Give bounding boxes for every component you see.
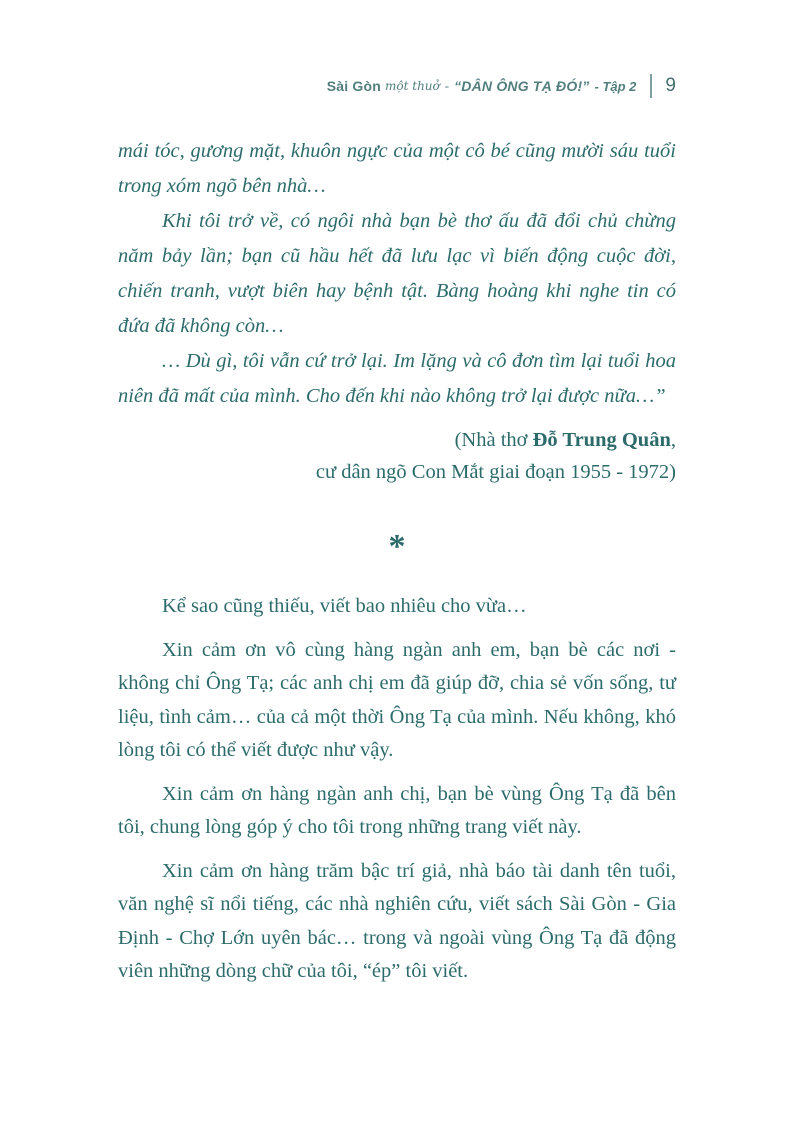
running-header bbox=[118, 0, 676, 98]
header-divider bbox=[650, 74, 652, 98]
body-paragraph: Xin cảm ơn vô cùng hàng ngàn anh em, bạn bè các nơi - không chỉ Ông Tạ; các anh chị em đã giúp đỡ, chia sẻ vốn sống, tư liệu, tình cảm… của cả một thời Ông Tạ của mình. Nếu không, khó lòng tôi có thể viết được như vậy. bbox=[118, 638, 676, 761]
body-paragraph: Xin cảm ơn hàng trăm bậc trí giả, nhà báo tài danh tên tuổi, văn nghệ sĩ nổi tiếng, các nhà nghiên cứu, viết sách Sài Gòn - Gia Định - Chợ Lớn uyên bác… trong và ngoài vùng Ông Tạ đã động viên những dòng chữ của tôi, “ép” tôi viết. bbox=[118, 859, 676, 982]
quote-paragraph: mái tóc, gương mặt, khuôn ngực của một cô bé cũng mười sáu tuổi trong xóm ngõ bên nhà… bbox=[118, 140, 676, 197]
running-head-series-title: “DÂN ÔNG TẠ ĐÓ!” bbox=[454, 78, 590, 94]
attribution-prefix: (Nhà thơ bbox=[454, 429, 533, 451]
page-number: 9 bbox=[665, 75, 676, 96]
body-paragraph: Kể sao cũng thiếu, viết bao nhiêu cho vừa… bbox=[162, 595, 527, 617]
running-head-volume: - Tập 2 bbox=[594, 78, 637, 94]
quote-section bbox=[118, 134, 676, 414]
attribution-suffix: , bbox=[670, 429, 676, 451]
attribution-line-1 bbox=[118, 424, 676, 456]
quote-paragraph: Khi tôi trở về, có ngôi nhà bạn bè thơ ấu đã đổi chủ chừng năm bảy lần; bạn cũ hầu hết đã lưu lạc vì biến động cuộc đời, chiến tranh, vượt biên hay bệnh tật. Bàng hoàng khi nghe tin có đứa đã không còn… bbox=[118, 210, 676, 337]
running-head-book-title: Sài Gòn bbox=[326, 78, 381, 94]
quote-attribution bbox=[118, 424, 676, 488]
quote-paragraph: … Dù gì, tôi vẫn cứ trở lại. Im lặng và cô đơn tìm lại tuổi hoa niên đã mất của mình. Cho đến khi nào không trở lại được nữa…” bbox=[118, 350, 676, 407]
body-paragraph: Xin cảm ơn hàng ngàn anh chị, bạn bè vùng Ông Tạ đã bên tôi, chung lòng góp ý cho tôi trong những trang viết này. bbox=[118, 782, 676, 838]
attribution-line-2: cư dân ngõ Con Mắt giai đoạn 1955 - 1972) bbox=[315, 461, 676, 483]
running-head-dash: - bbox=[444, 78, 450, 93]
body-section bbox=[118, 590, 676, 989]
poet-name: Đỗ Trung Quân bbox=[532, 429, 671, 451]
running-head-book-subtitle: một thuở bbox=[385, 79, 440, 93]
section-separator-asterisk: * bbox=[388, 528, 406, 565]
